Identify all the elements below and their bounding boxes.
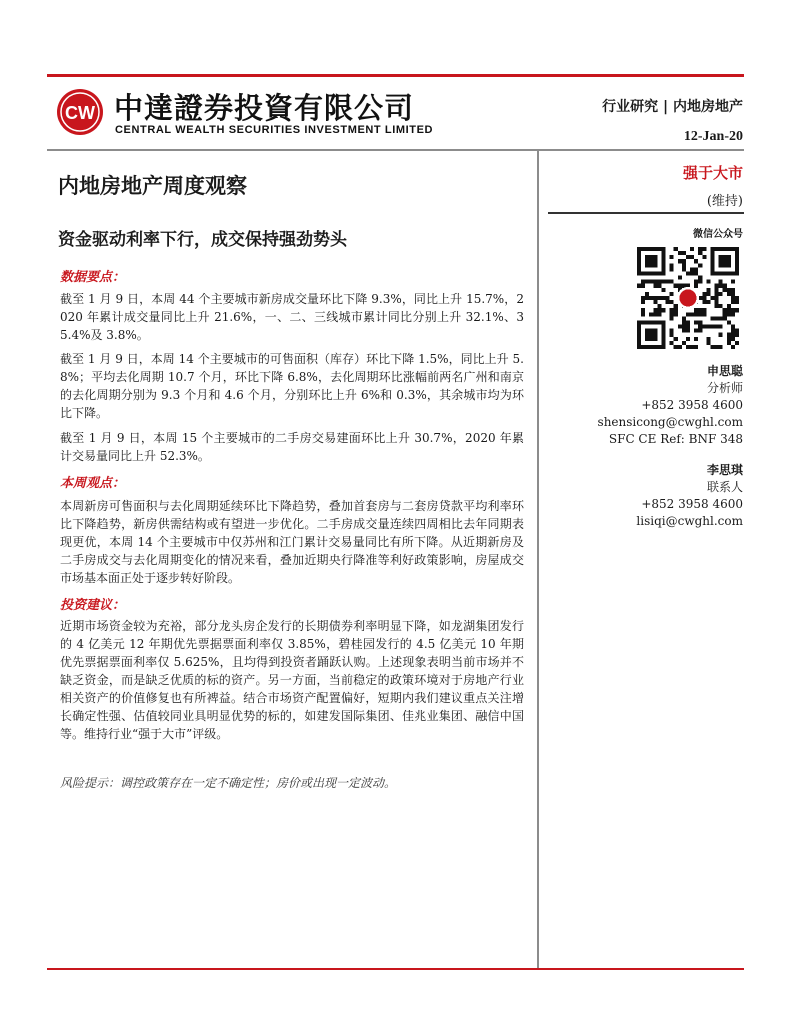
column-divider — [537, 151, 539, 970]
wechat-qr-code — [637, 247, 739, 349]
paragraph-view: 本周新房可售面积与去化周期延续环比下降趋势，叠加首套房与二套房贷款平均利率环比下降趋势，新房供需结构或有望进一步优化。二手房成交量连续四周相比去年同期表现更优，本周 14 个主要城市中仅苏州和江门累计交易量同比有所下降。从近期新房及二手房成交与去化周期变化的情况来看，叠加近期央行降准等利好政策影响，房屋成交市场基本面正处于逐步转好阶段。 — [60, 499, 524, 585]
analyst-email[interactable]: shensicong@cwghl.com — [597, 415, 743, 429]
paragraph-data-2: 截至 1 月 9 日，本周 14 个主要城市的可售面积（库存）环比下降 1.5%，同比上升 5.8%；平均去化周期 10.7 个月，环比下降 6.8%，去化周期环比涨幅前两名广州和南京的去化周期分别为 9.3 个月和 4.6 个月，分别环比上升 6%和 0.3%，其余城市均为环比下降。 — [60, 352, 524, 420]
contact-role: 联系人 — [706, 480, 743, 494]
paragraph-data-3: 截至 1 月 9 日，本周 15 个主要城市的二手房交易建面环比上升 30.7%，2020 年累计交易量同比上升 52.3%。 — [60, 431, 524, 463]
contact-email[interactable]: lisiqi@cwghl.com — [636, 514, 743, 528]
contact-name: 李思琪 — [706, 463, 743, 477]
risk-warning: 风险提示：调控政策存在一定不确定性；房价或出现一定波动。 — [60, 776, 397, 790]
header-rule — [47, 149, 744, 151]
section-heading-view: 本周观点： — [60, 476, 126, 491]
analyst-phone: +852 3958 4600 — [641, 398, 743, 412]
report-subtitle: 资金驱动利率下行，成交保持强劲势头 — [58, 230, 347, 250]
report-date: 12-Jan-20 — [683, 129, 743, 144]
sidebar-rule — [548, 212, 744, 214]
rating-note: (维持) — [706, 194, 743, 209]
contact-person — [636, 462, 743, 530]
sector-label: 行业研究 | 内地房地产 — [602, 99, 743, 115]
analyst-role: 分析师 — [706, 381, 743, 395]
company-name-cn: 中達證券投資有限公司 — [114, 91, 415, 125]
top-rule — [47, 74, 744, 77]
company-logo — [56, 88, 104, 136]
analyst-contact — [598, 363, 743, 448]
industry-rating: 强于大市 — [682, 164, 743, 182]
wechat-label: 微信公众号 — [693, 229, 743, 240]
section-heading-advice: 投资建议： — [60, 598, 126, 613]
contact-phone: +852 3958 4600 — [641, 497, 743, 511]
logo-text: CW — [65, 103, 95, 123]
paragraph-data-1: 截至 1 月 9 日，本周 44 个主要城市新房成交量环比下降 9.3%，同比上升 15.7%，2020 年累计成交量同比上升 21.6%，一、二、三线城市累计同比分别上升 32.1%、35.4%及 3.8%。 — [60, 292, 524, 342]
bottom-rule — [47, 968, 744, 970]
paragraph-advice: 近期市场资金较为充裕，部分龙头房企发行的长期债券利率明显下降，如龙湖集团发行的 4 亿美元 12 年期优先票据票面利率仅 3.85%，碧桂园发行的 4.5 亿美元 10 年期优先票据票面利率仅 5.625%，且均得到投资者踊跃认购。上述现象表明当前市场并不缺乏资金，而是缺乏优质的标的资产。另一方面，当前稳定的政策环境对于房地产行业相关资产的价值修复也有所裨益。结合市场资产配置偏好，短期内我们建议重点关注增长确定性强、估值较同业具明显优势的标的，如建发国际集团、佳兆业集团、融信中国等。维持行业“强于大市”评级。 — [60, 619, 524, 741]
analyst-ref: SFC CE Ref: BNF 348 — [608, 432, 743, 446]
company-name-en: CENTRAL WEALTH SECURITIES INVESTMENT LIMITED — [115, 124, 434, 136]
report-title: 内地房地产周度观察 — [58, 174, 247, 198]
section-heading-data-points: 数据要点： — [60, 270, 126, 285]
analyst-name: 申思聪 — [706, 364, 743, 378]
